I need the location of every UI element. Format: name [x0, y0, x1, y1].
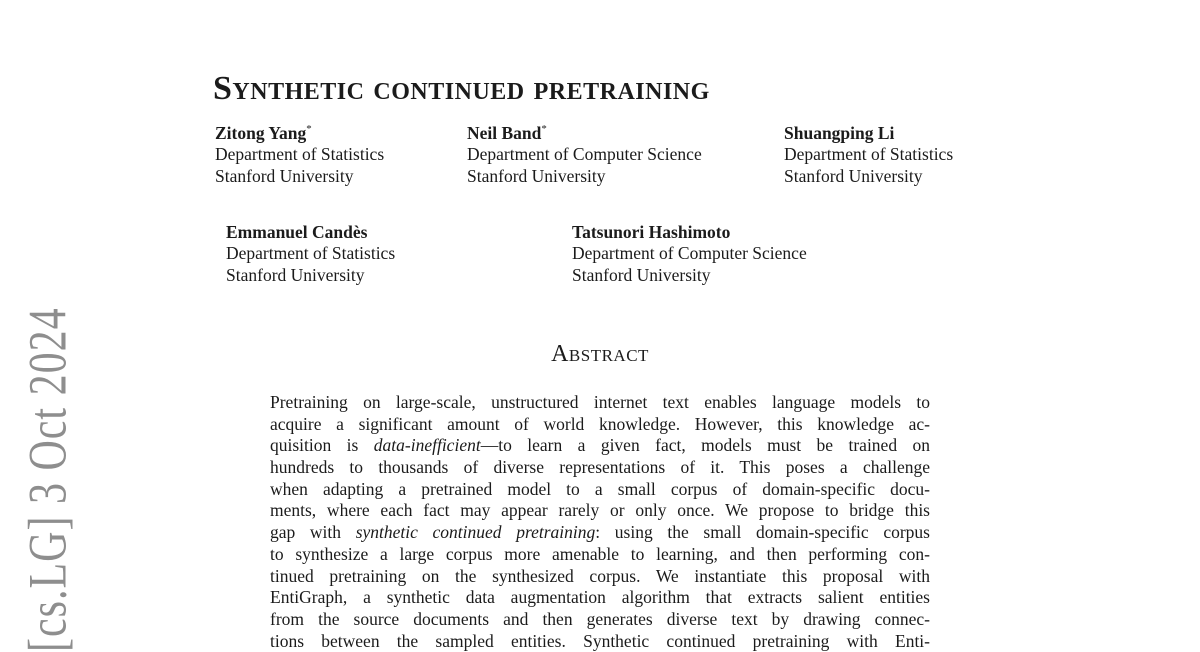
author-block-tatsunori-hashimoto [572, 218, 807, 286]
abstract-line: to synthesize a large corpus more amenable to learning, and then performing con- [270, 543, 930, 564]
author-department: Department of Computer Science [572, 243, 807, 264]
author-university: Stanford University [572, 264, 711, 285]
abstract-line: from the source documents and then generates diverse text by drawing connec- [270, 608, 930, 629]
abstract-line: Pretraining on large-scale, unstructured internet text enables language models to [270, 392, 930, 412]
author-name: Emmanuel Candès [226, 221, 368, 242]
author-name: Shuangping Li [784, 122, 895, 143]
author-department: Department of Statistics [226, 243, 396, 264]
author-university: Stanford University [226, 264, 365, 285]
arxiv-watermark: [cs.LG] 3 Oct 2024 [19, 307, 79, 652]
author-university: Stanford University [467, 165, 606, 186]
author-department: Department of Statistics [784, 144, 954, 165]
abstract-line: hundreds to thousands of diverse representations of it. This poses a challenge [270, 457, 930, 478]
author-name: Tatsunori Hashimoto [572, 221, 731, 242]
abstract-line: acquire a significant amount of world knowledge. However, this knowledge ac- [270, 413, 930, 434]
author-university: Stanford University [215, 165, 354, 186]
author-department: Department of Statistics [215, 144, 385, 165]
author-block-zitong-yang [215, 119, 384, 187]
abstract-line: tions between the sampled entities. Synthetic continued pretraining with Enti- [270, 630, 930, 651]
abstract-body [270, 392, 930, 652]
author-block-neil-band [467, 119, 702, 187]
author-footnote-marker: * [306, 123, 312, 135]
abstract-heading: Abstract [551, 341, 649, 367]
author-name: Zitong Yang [215, 122, 307, 143]
abstract-line: tinued pretraining on the synthesized corpus. We instantiate this proposal with [270, 565, 930, 586]
author-block-emmanuel-candes [226, 218, 395, 286]
abstract-line: EntiGraph, a synthetic data augmentation algorithm that extracts salient entities [270, 587, 930, 608]
abstract-line: ments, where each fact may appear rarely or only once. We propose to bridge this [270, 500, 930, 521]
author-footnote-marker: * [541, 123, 547, 135]
paper-title: Synthetic continued pretraining [213, 69, 710, 107]
abstract-line: when adapting a pretrained model to a small corpus of domain-specific docu- [270, 478, 930, 499]
abstract-line: gap with synthetic continued pretraining: using the small domain-specific corpus [270, 522, 930, 543]
author-university: Stanford University [784, 165, 923, 186]
abstract-line: quisition is data-inefficient—to learn a given fact, models must be trained on [270, 435, 930, 456]
author-block-shuangping-li [784, 119, 953, 187]
author-name: Neil Band [467, 122, 542, 143]
author-department: Department of Computer Science [467, 144, 702, 165]
